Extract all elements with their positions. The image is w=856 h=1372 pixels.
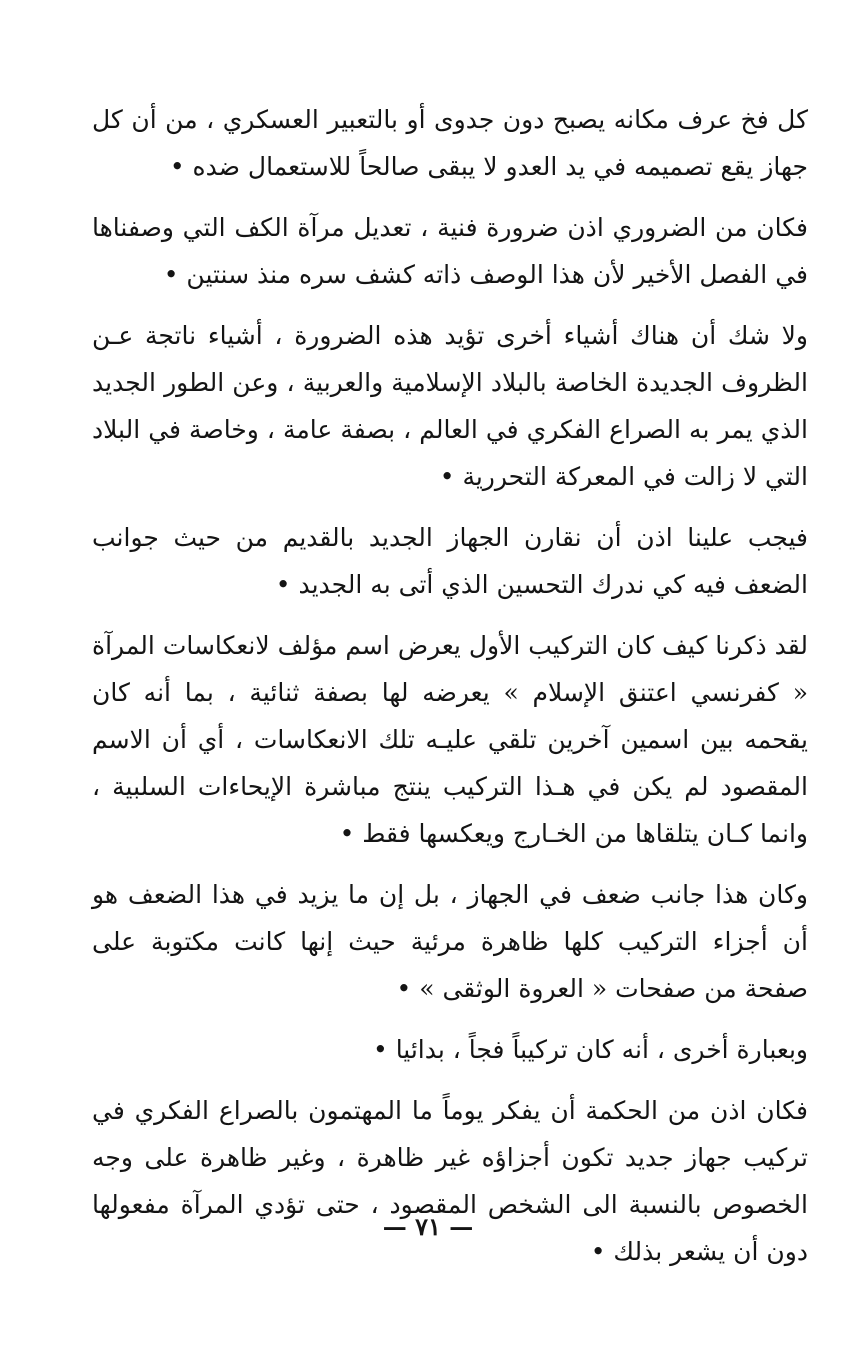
paragraph-7: وبعبارة أخرى ، أنه كان تركيباً فجاً ، بدائيا •: [373, 1035, 808, 1064]
paragraph-2: فكان من الضروري اذن ضرورة فنية ، تعديل مرآة الكف التي وصفناها في الفصل الأخير لأن هذا الوصف ذاته كشف سره منذ سنتين •: [92, 213, 808, 289]
paragraph-4: فيجب علينا اذن أن نقارن الجهاز الجديد بالقديم من حيث جوانب الضعف فيه كي ندرك التحسين الذي أتى به الجديد •: [92, 523, 808, 599]
paragraph-6: وكان هذا جانب ضعف في الجهاز ، بل إن ما يزيد في هذا الضعف هو أن أجزاء التركيب كلها ظاهرة مرئية حيث إنها كانت مكتوبة على صفحة من صفحات « العروة الوثقى » •: [92, 880, 808, 1003]
paragraph-8: فكان اذن من الحكمة أن يفكر يوماً ما المهتمون بالصراع الفكري في تركيب جهاز جديد تكون أجزاؤه غير ظاهرة ، وغير ظاهرة على وجه الخصوص بالنسبة الى الشخص المقصود ، حتى تؤدي المرآة مفعولها دون أن يشعر بذلك •: [92, 1096, 808, 1266]
page-number: — ٧١ —: [382, 1212, 474, 1241]
paragraph-5: لقد ذكرنا كيف كان التركيب الأول يعرض اسم مؤلف لانعكاسات المرآة « كفرنسي اعتنق الإسلام » يعرضه لها بصفة ثنائية ، بما أنه كان يقحمه بين اسمين آخرين تلقي عليـه تلك الانعكاسات ، أي أن الاسم المقصود لم يكن في هـذا التركيب ينتج مباشرة الإيحاءات السلبية ، وانما كـان يتلقاها من الخـارج ويعكسها فقط •: [92, 631, 808, 848]
paragraph-3: ولا شك أن هناك أشياء أخرى تؤيد هذه الضرورة ، أشياء ناتجة عـن الظروف الجديدة الخاصة بالبلاد الإسلامية والعربية ، وعن الطور الجديد الذي يمر به الصراع الفكري في العالم ، بصفة عامة ، وخاصة في البلاد التي لا زالت في المعركة التحررية •: [92, 321, 808, 491]
body-text: [92, 96, 808, 1289]
paragraph-1: كل فخ عرف مكانه يصبح دون جدوى أو بالتعبير العسكري ، من أن كل جهاز يقع تصميمه في يد العدو لا يبقى صالحاً للاستعمال ضده •: [92, 105, 808, 181]
